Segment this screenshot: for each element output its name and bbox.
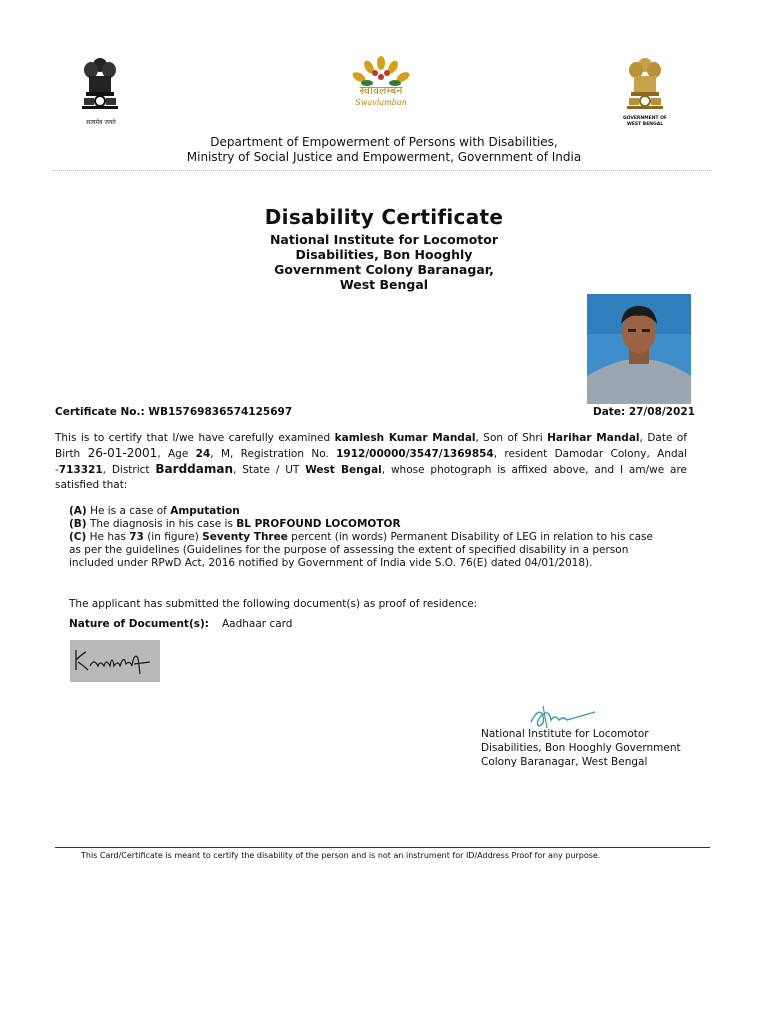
department-line-1: Department of Empowerment of Persons with Disabilities, <box>210 135 558 149</box>
certificate-date-label: Date: <box>593 406 626 418</box>
nature-of-document-label: Nature of Document(s): <box>69 618 209 630</box>
national-emblem-icon <box>78 56 122 116</box>
west-bengal-caption-1: GOVERNMENT OF <box>622 116 668 121</box>
body-text: This is to certify that I/we have carefully examined <box>55 432 335 444</box>
authority-line-1: National Institute for Locomotor <box>481 728 649 740</box>
disability-percent-figure: 73 <box>129 531 144 543</box>
certificate-date <box>593 406 695 418</box>
header-divider <box>52 170 712 171</box>
disability-percent-words: Seventy Three <box>202 531 288 543</box>
father-name: Harihar Mandal <box>547 432 640 444</box>
certificate-title: Disability Certificate <box>264 205 504 229</box>
body-text: , Age <box>157 448 196 460</box>
documents-intro: The applicant has submitted the following document(s) as proof of residence: <box>69 598 478 610</box>
nature-of-document-value: Aadhaar card <box>222 618 293 630</box>
body-text: , M, Registration No. <box>210 448 337 460</box>
finding-label: (C) <box>69 531 87 543</box>
body-text: , Son of Shri <box>475 432 548 444</box>
department-line-2: Ministry of Social Justice and Empowerment, Government of India <box>186 150 582 164</box>
authority-address <box>481 727 681 769</box>
diagnosis: BL PROFOUND LOCOMOTOR <box>236 518 401 530</box>
date-of-birth: 26-01-2001 <box>87 446 158 460</box>
body-text: , whose photograph is affixed above, and I am/we are satisfied that: <box>55 464 687 491</box>
finding-label: (A) <box>69 505 87 517</box>
institute-line-2: Disabilities, Bon Hooghly <box>295 247 473 262</box>
registration-number: 1912/00000/3547/1369854 <box>336 448 494 460</box>
body-text: , District <box>102 464 156 476</box>
certificate-date-value: 27/08/2021 <box>628 406 695 418</box>
finding-text: (in figure) <box>143 531 203 543</box>
footer-note: This Card/Certificate is meant to certify the disability of the person and is not an instrument for ID/Address Proof for any purpose. <box>81 851 601 860</box>
finding-text: The diagnosis in his case is <box>86 518 237 530</box>
finding-b <box>69 518 669 531</box>
authority-signature <box>525 700 600 730</box>
applicant-signature <box>70 640 160 682</box>
body-text: , State / UT <box>233 464 306 476</box>
body-text: , Date of Birth <box>55 432 687 460</box>
swavlamban-logo-text: स्वावलम्बन <box>359 84 403 97</box>
certificate-number-label: Certificate No.: <box>55 406 145 418</box>
finding-text: He is a case of <box>86 505 171 517</box>
authority-line-3: Colony Baranagar, West Bengal <box>481 756 648 768</box>
authority-line-2: Disabilities, Bon Hooghly Government <box>481 742 681 754</box>
district-value: Barddaman <box>155 462 233 476</box>
age-value: 24 <box>195 448 211 460</box>
certificate-number-value: WB15769836574125697 <box>148 406 293 418</box>
finding-text: He has <box>86 531 130 543</box>
institute-line-4: West Bengal <box>339 277 429 292</box>
certification-paragraph <box>55 431 687 493</box>
finding-c <box>69 531 664 570</box>
institute-line-1: National Institute for Locomotor <box>269 232 499 247</box>
emblem-motto: सत्यमेव जयते <box>86 119 116 126</box>
applicant-name: kamlesh Kumar Mandal <box>334 432 476 444</box>
west-bengal-emblem-icon <box>620 56 670 116</box>
finding-text: percent (in words) Permanent Disability of LEG in relation to his case as per the guidelines (Guidelines for the purpose of assessing the extent of specified disability in a person included under RPwD Act, 2016 notified by Government of India vide S.O. 76(E) dated 04/01/2018). <box>69 531 653 569</box>
certificate-number <box>55 406 292 418</box>
disability-type: Amputation <box>170 505 240 517</box>
body-text: , resident Damodar Colony, Andal - <box>55 448 688 476</box>
institute-line-3: Government Colony Baranagar, <box>274 262 494 277</box>
state-value: West Bengal <box>305 464 382 476</box>
pin-code: 713321 <box>58 464 103 476</box>
swavlamban-logo-subtext: Swavlamban <box>355 98 407 107</box>
footer-divider <box>55 847 710 848</box>
finding-label: (B) <box>69 518 87 530</box>
west-bengal-caption-2: WEST BENGAL <box>626 122 664 127</box>
finding-a <box>69 505 669 518</box>
applicant-photo <box>587 294 691 404</box>
